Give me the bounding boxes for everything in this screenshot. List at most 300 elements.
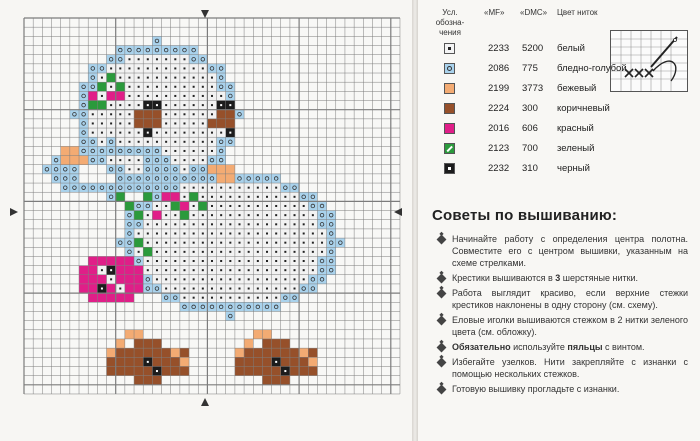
stitch-symbol (174, 104, 176, 106)
legend-row (440, 42, 690, 58)
stitch-symbol (202, 297, 204, 299)
stitch-cell (125, 366, 134, 375)
stitch-symbol (174, 242, 176, 244)
stitch-symbol (183, 278, 185, 280)
stitch-symbol (147, 95, 149, 97)
stitch-symbol (266, 196, 268, 198)
stitch-symbol (257, 278, 259, 280)
legend-mf: 2224 (488, 103, 510, 114)
stitch-cell (162, 174, 171, 183)
stitch-symbol (147, 214, 149, 216)
stitch-cell (107, 348, 116, 357)
tip-item (436, 272, 688, 284)
stitch-symbol (211, 187, 213, 189)
dot-symbol-icon (444, 43, 455, 54)
stitch-cell (162, 293, 171, 302)
stitch-cell (162, 192, 171, 201)
stitch-symbol (156, 58, 158, 60)
stitch-symbol (238, 232, 240, 234)
stitch-cell (134, 376, 143, 385)
stitch-symbol (128, 77, 130, 79)
center-arrow-bottom-icon (201, 398, 209, 406)
stitch-cell (281, 348, 290, 357)
stitch-symbol (174, 288, 176, 290)
stitch-symbol (294, 288, 296, 290)
stitch-symbol (165, 132, 167, 134)
stitch-symbol (312, 269, 314, 271)
stitch-symbol (119, 67, 121, 69)
stitch-symbol (156, 86, 158, 88)
stitch-symbol (211, 196, 213, 198)
stitch-symbol (202, 288, 204, 290)
stitch-cell (116, 91, 125, 100)
stitch-symbol (193, 67, 195, 69)
stitch-cell (171, 293, 180, 302)
stitch-cell (244, 174, 253, 183)
stitch-symbol (220, 205, 222, 207)
legend-mf: 2016 (488, 123, 510, 134)
stitch-symbol (238, 288, 240, 290)
stitch-symbol (284, 196, 286, 198)
stitch-symbol (147, 58, 149, 60)
legend-header-color: Цвет ниток (557, 8, 598, 17)
stitch-symbol (165, 232, 167, 234)
stitch-cell (253, 348, 262, 357)
stitch-cell (299, 192, 308, 201)
stitch-symbol (165, 269, 167, 271)
stitch-symbol (156, 205, 158, 207)
stitch-symbol (312, 251, 314, 253)
stitch-cell (97, 82, 106, 91)
stitch-cell (162, 165, 171, 174)
stitch-symbol (238, 196, 240, 198)
stitch-cell (217, 73, 226, 82)
stitch-cell (171, 192, 180, 201)
stitch-cell (134, 119, 143, 128)
stitch-cell (217, 156, 226, 165)
stitch-cell (143, 201, 152, 210)
stitch-cell (143, 46, 152, 55)
stitch-symbol (220, 251, 222, 253)
stitch-symbol (101, 77, 103, 79)
stitch-cell (61, 165, 70, 174)
stitch-cell (107, 357, 116, 366)
stitch-symbol (193, 86, 195, 88)
stitch-cell (143, 156, 152, 165)
stitch-symbol (128, 168, 130, 170)
stitch-symbol (238, 251, 240, 253)
stitch-symbol (211, 269, 213, 271)
stitch-symbol (248, 269, 250, 271)
stitch-cell (152, 146, 161, 155)
stitch-symbol (193, 251, 195, 253)
stitch-cell (134, 348, 143, 357)
stitch-symbol (147, 232, 149, 234)
stitch-cell (235, 174, 244, 183)
stitch-symbol (294, 251, 296, 253)
stitch-symbol (138, 77, 140, 79)
stitch-symbol (165, 214, 167, 216)
stitch-symbol (101, 288, 103, 290)
legend-mf: 2232 (488, 163, 510, 174)
stitch-symbol (312, 260, 314, 262)
stitch-symbol (284, 214, 286, 216)
stitch-cell (152, 348, 161, 357)
stitch-symbol (174, 232, 176, 234)
stitch-symbol (174, 77, 176, 79)
stitch-cell (171, 183, 180, 192)
stitch-symbol (165, 278, 167, 280)
stitch-cell (79, 119, 88, 128)
stitch-cell (171, 174, 180, 183)
stitch-cell (107, 137, 116, 146)
stitch-cell (226, 302, 235, 311)
stitch-symbol (266, 288, 268, 290)
stitch-cell (207, 165, 216, 174)
stitch-cell (88, 293, 97, 302)
center-arrow-left-icon (10, 208, 18, 216)
stitch-symbol (183, 232, 185, 234)
stitch-symbol (202, 260, 204, 262)
legend-row (440, 62, 690, 78)
stitch-symbol (248, 196, 250, 198)
stitch-cell (235, 110, 244, 119)
stitch-symbol (294, 260, 296, 262)
stitch-symbol (92, 122, 94, 124)
stitch-cell (152, 110, 161, 119)
legend-dmc: 3773 (522, 83, 544, 94)
stitch-symbol (266, 187, 268, 189)
legend-dmc: 300 (522, 103, 538, 114)
stitch-symbol (101, 113, 103, 115)
stitch-cell (134, 339, 143, 348)
stitch-symbol (238, 242, 240, 244)
stitch-cell (272, 339, 281, 348)
stitch-symbol (284, 278, 286, 280)
stitch-cell (308, 357, 317, 366)
stitch-symbol (165, 205, 167, 207)
tip-text: Готовую вышивку прогладьте с изнанки. (452, 384, 620, 394)
stitch-symbol (275, 205, 277, 207)
stitch-cell (152, 284, 161, 293)
stitch-cell (281, 293, 290, 302)
stitch-symbol (303, 242, 305, 244)
stitch-cell (88, 137, 97, 146)
stitch-cell (308, 348, 317, 357)
stitch-symbol (275, 278, 277, 280)
stitch-cell (88, 101, 97, 110)
stitch-cell (317, 211, 326, 220)
stitch-symbol (183, 95, 185, 97)
stitch-cell (125, 229, 134, 238)
stitch-symbol (211, 278, 213, 280)
tip-text: 3 (555, 273, 561, 283)
stitch-cell (217, 82, 226, 91)
stitch-symbol (165, 113, 167, 115)
stitch-symbol (220, 278, 222, 280)
stitch-symbol (110, 159, 112, 161)
stitch-cell (299, 348, 308, 357)
stitch-symbol (193, 214, 195, 216)
stitch-symbol (193, 269, 195, 271)
stitch-cell (327, 211, 336, 220)
stitch-cell (116, 256, 125, 265)
stitch-cell (61, 183, 70, 192)
stitch-symbol (266, 205, 268, 207)
stitch-cell (180, 211, 189, 220)
stitch-symbol (193, 150, 195, 152)
stitch-symbol (202, 242, 204, 244)
tip-text: Работа выглядит красиво, если верхние стежки крестиков наклонены в одну сторону (см. схему). (452, 288, 688, 310)
bullet-icon (437, 343, 447, 353)
stitch-cell (125, 275, 134, 284)
tip-text: используйте (510, 342, 568, 352)
stitch-cell (125, 348, 134, 357)
stitch-cell (134, 275, 143, 284)
stitch-cell (217, 165, 226, 174)
stitch-cell (152, 376, 161, 385)
stitch-cell (143, 110, 152, 119)
stitch-cell (290, 183, 299, 192)
stitch-cell (207, 64, 216, 73)
stitch-cell (107, 293, 116, 302)
stitch-symbol (101, 95, 103, 97)
stitch-symbol (284, 370, 286, 372)
stitch-symbol (165, 242, 167, 244)
stitch-symbol (193, 242, 195, 244)
stitch-symbol (156, 104, 158, 106)
stitch-cell (88, 183, 97, 192)
stitch-cell (299, 357, 308, 366)
stitch-cell (52, 174, 61, 183)
stitch-cell (125, 146, 134, 155)
bullet-icon (437, 274, 447, 284)
stitch-symbol (303, 223, 305, 225)
legend-dmc: 5200 (522, 43, 544, 54)
stitch-cell (152, 36, 161, 45)
stitch-symbol (128, 67, 130, 69)
stitch-cell (134, 266, 143, 275)
stitch-symbol (257, 251, 259, 253)
stitch-symbol (266, 269, 268, 271)
stitch-cell (171, 348, 180, 357)
stitch-cell (272, 174, 281, 183)
stitch-cell (125, 293, 134, 302)
stitch-symbol (156, 95, 158, 97)
stitch-symbol (238, 269, 240, 271)
stitch-cell (244, 366, 253, 375)
stitch-symbol (165, 86, 167, 88)
stitch-symbol (238, 297, 240, 299)
stitch-symbol (303, 278, 305, 280)
plain-symbol-icon (444, 123, 455, 134)
stitch-cell (171, 165, 180, 174)
tips-list (436, 233, 688, 398)
stitch-symbol (156, 67, 158, 69)
stitch-cell (107, 73, 116, 82)
stitch-symbol (183, 113, 185, 115)
stitch-cell (134, 174, 143, 183)
stitch-symbol (211, 205, 213, 207)
stitch-cell (262, 302, 271, 311)
stitch-symbol (202, 214, 204, 216)
stitch-cell (152, 165, 161, 174)
stitch-symbol (294, 242, 296, 244)
stitch-symbol (138, 95, 140, 97)
stitch-symbol (257, 232, 259, 234)
tip-item (436, 287, 688, 311)
stitch-symbol (174, 260, 176, 262)
stitch-symbol (174, 132, 176, 134)
stitch-symbol (211, 150, 213, 152)
stitch-cell (88, 73, 97, 82)
stitch-cell (281, 376, 290, 385)
legend-mf: 2086 (488, 63, 510, 74)
stitch-symbol (183, 196, 185, 198)
stitch-symbol (229, 205, 231, 207)
stitch-cell (171, 201, 180, 210)
stitch-symbol (202, 122, 204, 124)
stitch-symbol (220, 288, 222, 290)
stitch-cell (152, 339, 161, 348)
stitch-symbol (183, 122, 185, 124)
stitch-symbol (248, 242, 250, 244)
stitch-symbol (220, 104, 222, 106)
legend-dmc: 700 (522, 143, 538, 154)
stitch-cell (235, 357, 244, 366)
stitch-symbol (202, 196, 204, 198)
legend-header-mf: «MF» (484, 8, 505, 17)
stitch-cell (290, 366, 299, 375)
stitch-cell (107, 366, 116, 375)
stitch-symbol (257, 196, 259, 198)
stitch-symbol (165, 58, 167, 60)
stitch-symbol (284, 223, 286, 225)
stitch-symbol (220, 269, 222, 271)
stitch-symbol (183, 269, 185, 271)
stitch-symbol (266, 232, 268, 234)
stitch-symbol (284, 242, 286, 244)
stitch-symbol (238, 187, 240, 189)
stitch-cell (97, 293, 106, 302)
stitch-symbol (174, 251, 176, 253)
stitch-symbol (156, 260, 158, 262)
stitch-cell (116, 192, 125, 201)
stitch-symbol (174, 86, 176, 88)
plain-symbol-icon (444, 103, 455, 114)
stitch-symbol (312, 223, 314, 225)
stitch-cell (327, 220, 336, 229)
stitch-cell (134, 146, 143, 155)
stitch-symbol (211, 288, 213, 290)
stitch-symbol (321, 232, 323, 234)
stitch-symbol (183, 242, 185, 244)
stitch-cell (272, 348, 281, 357)
stitch-symbol (174, 214, 176, 216)
tip-text: Обязательно (452, 342, 511, 352)
stitch-cell (189, 55, 198, 64)
stitch-symbol (303, 269, 305, 271)
stitch-symbol (156, 141, 158, 143)
stitch-cell (235, 348, 244, 357)
stitch-cell (327, 229, 336, 238)
stitch-cell (70, 165, 79, 174)
stitch-symbol (257, 205, 259, 207)
stitch-symbol (303, 214, 305, 216)
stitch-symbol (110, 67, 112, 69)
stitch-cell (152, 46, 161, 55)
legend-name: белый (557, 43, 585, 54)
stitch-cell (125, 330, 134, 339)
stitch-symbol (183, 77, 185, 79)
stitch-symbol (211, 297, 213, 299)
stitch-cell (244, 348, 253, 357)
stitch-symbol (229, 232, 231, 234)
stitch-cell (88, 284, 97, 293)
stitch-cell (226, 82, 235, 91)
legend-row (440, 102, 690, 118)
stitch-cell (70, 146, 79, 155)
stitch-symbol (174, 122, 176, 124)
stitch-cell (116, 82, 125, 91)
legend-row (440, 142, 690, 158)
stitch-cell (244, 357, 253, 366)
stitch-symbol (101, 122, 103, 124)
stitch-symbol (211, 223, 213, 225)
stitch-symbol (220, 95, 222, 97)
stitch-cell (97, 256, 106, 265)
stitch-symbol (211, 214, 213, 216)
stitch-symbol (119, 132, 121, 134)
stitch-symbol (275, 297, 277, 299)
stitch-cell (107, 284, 116, 293)
stitch-cell (125, 183, 134, 192)
stitch-cell (235, 366, 244, 375)
tips-title: Советы по вышиванию: (432, 207, 618, 224)
stitch-symbol (211, 242, 213, 244)
tip-text: Еловые иголки вышиваются стежком в 2 нитки зеленого цвета (см. обложку). (452, 315, 688, 337)
stitch-symbol (193, 187, 195, 189)
stitch-symbol (138, 168, 140, 170)
stitch-symbol (128, 104, 130, 106)
stitch-symbol (128, 86, 130, 88)
stitch-symbol (229, 297, 231, 299)
stitch-symbol (165, 150, 167, 152)
stitch-cell (226, 165, 235, 174)
stitch-symbol (257, 242, 259, 244)
stitch-symbol (248, 260, 250, 262)
stitch-symbol (147, 132, 149, 134)
stitch-cell (134, 330, 143, 339)
tip-text: шерстяные нитки. (560, 273, 639, 283)
stitch-symbol (321, 242, 323, 244)
stitch-symbol (183, 288, 185, 290)
stitch-symbol (174, 58, 176, 60)
stitch-cell (152, 156, 161, 165)
stitch-cell (116, 339, 125, 348)
stitch-symbol (174, 67, 176, 69)
stitch-symbol (202, 223, 204, 225)
stitch-cell (180, 46, 189, 55)
stitch-cell (88, 91, 97, 100)
stitch-symbol (294, 232, 296, 234)
legend-mf: 2199 (488, 83, 510, 94)
stitch-symbol (119, 141, 121, 143)
stitch-symbol (110, 278, 112, 280)
stitch-cell (198, 201, 207, 210)
stitch-symbol (211, 232, 213, 234)
stitch-cell (171, 357, 180, 366)
